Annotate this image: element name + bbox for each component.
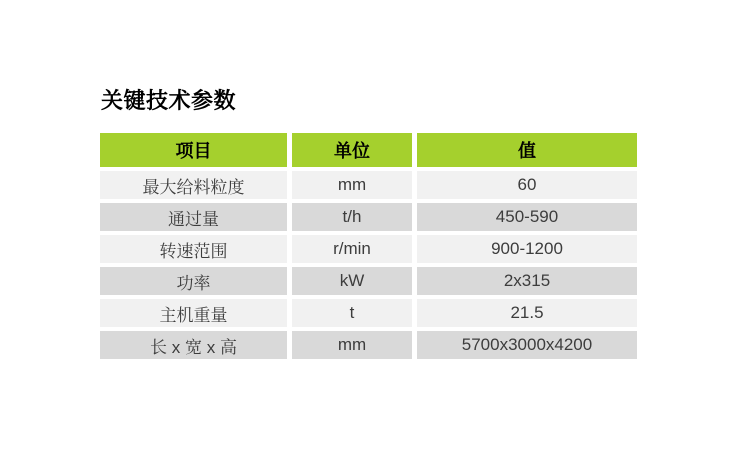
table-row [100,299,637,327]
cell-item: 通过量 [100,203,287,231]
table-row [100,171,637,199]
table-row [100,235,637,263]
column-header-unit: 单位 [292,133,412,167]
table-row [100,267,637,295]
table-header-row [100,133,637,167]
cell-value: 900-1200 [417,235,637,263]
cell-value: 2x315 [417,267,637,295]
cell-unit: kW [292,267,412,295]
table-row [100,203,637,231]
cell-item: 长 x 宽 x 高 [100,331,287,359]
cell-value: 5700x3000x4200 [417,331,637,359]
cell-value: 60 [417,171,637,199]
cell-unit: t [292,299,412,327]
cell-unit: r/min [292,235,412,263]
cell-item: 主机重量 [100,299,287,327]
cell-unit: mm [292,171,412,199]
cell-item: 功率 [100,267,287,295]
cell-value: 450-590 [417,203,637,231]
column-header-item: 项目 [100,133,287,167]
table-row [100,331,637,359]
cell-unit: mm [292,331,412,359]
cell-value: 21.5 [417,299,637,327]
cell-unit: t/h [292,203,412,231]
page-title: 关键技术参数 [101,88,237,113]
cell-item: 最大给料粒度 [100,171,287,199]
cell-item: 转速范围 [100,235,287,263]
parameters-table [100,133,637,359]
column-header-value: 值 [417,133,637,167]
